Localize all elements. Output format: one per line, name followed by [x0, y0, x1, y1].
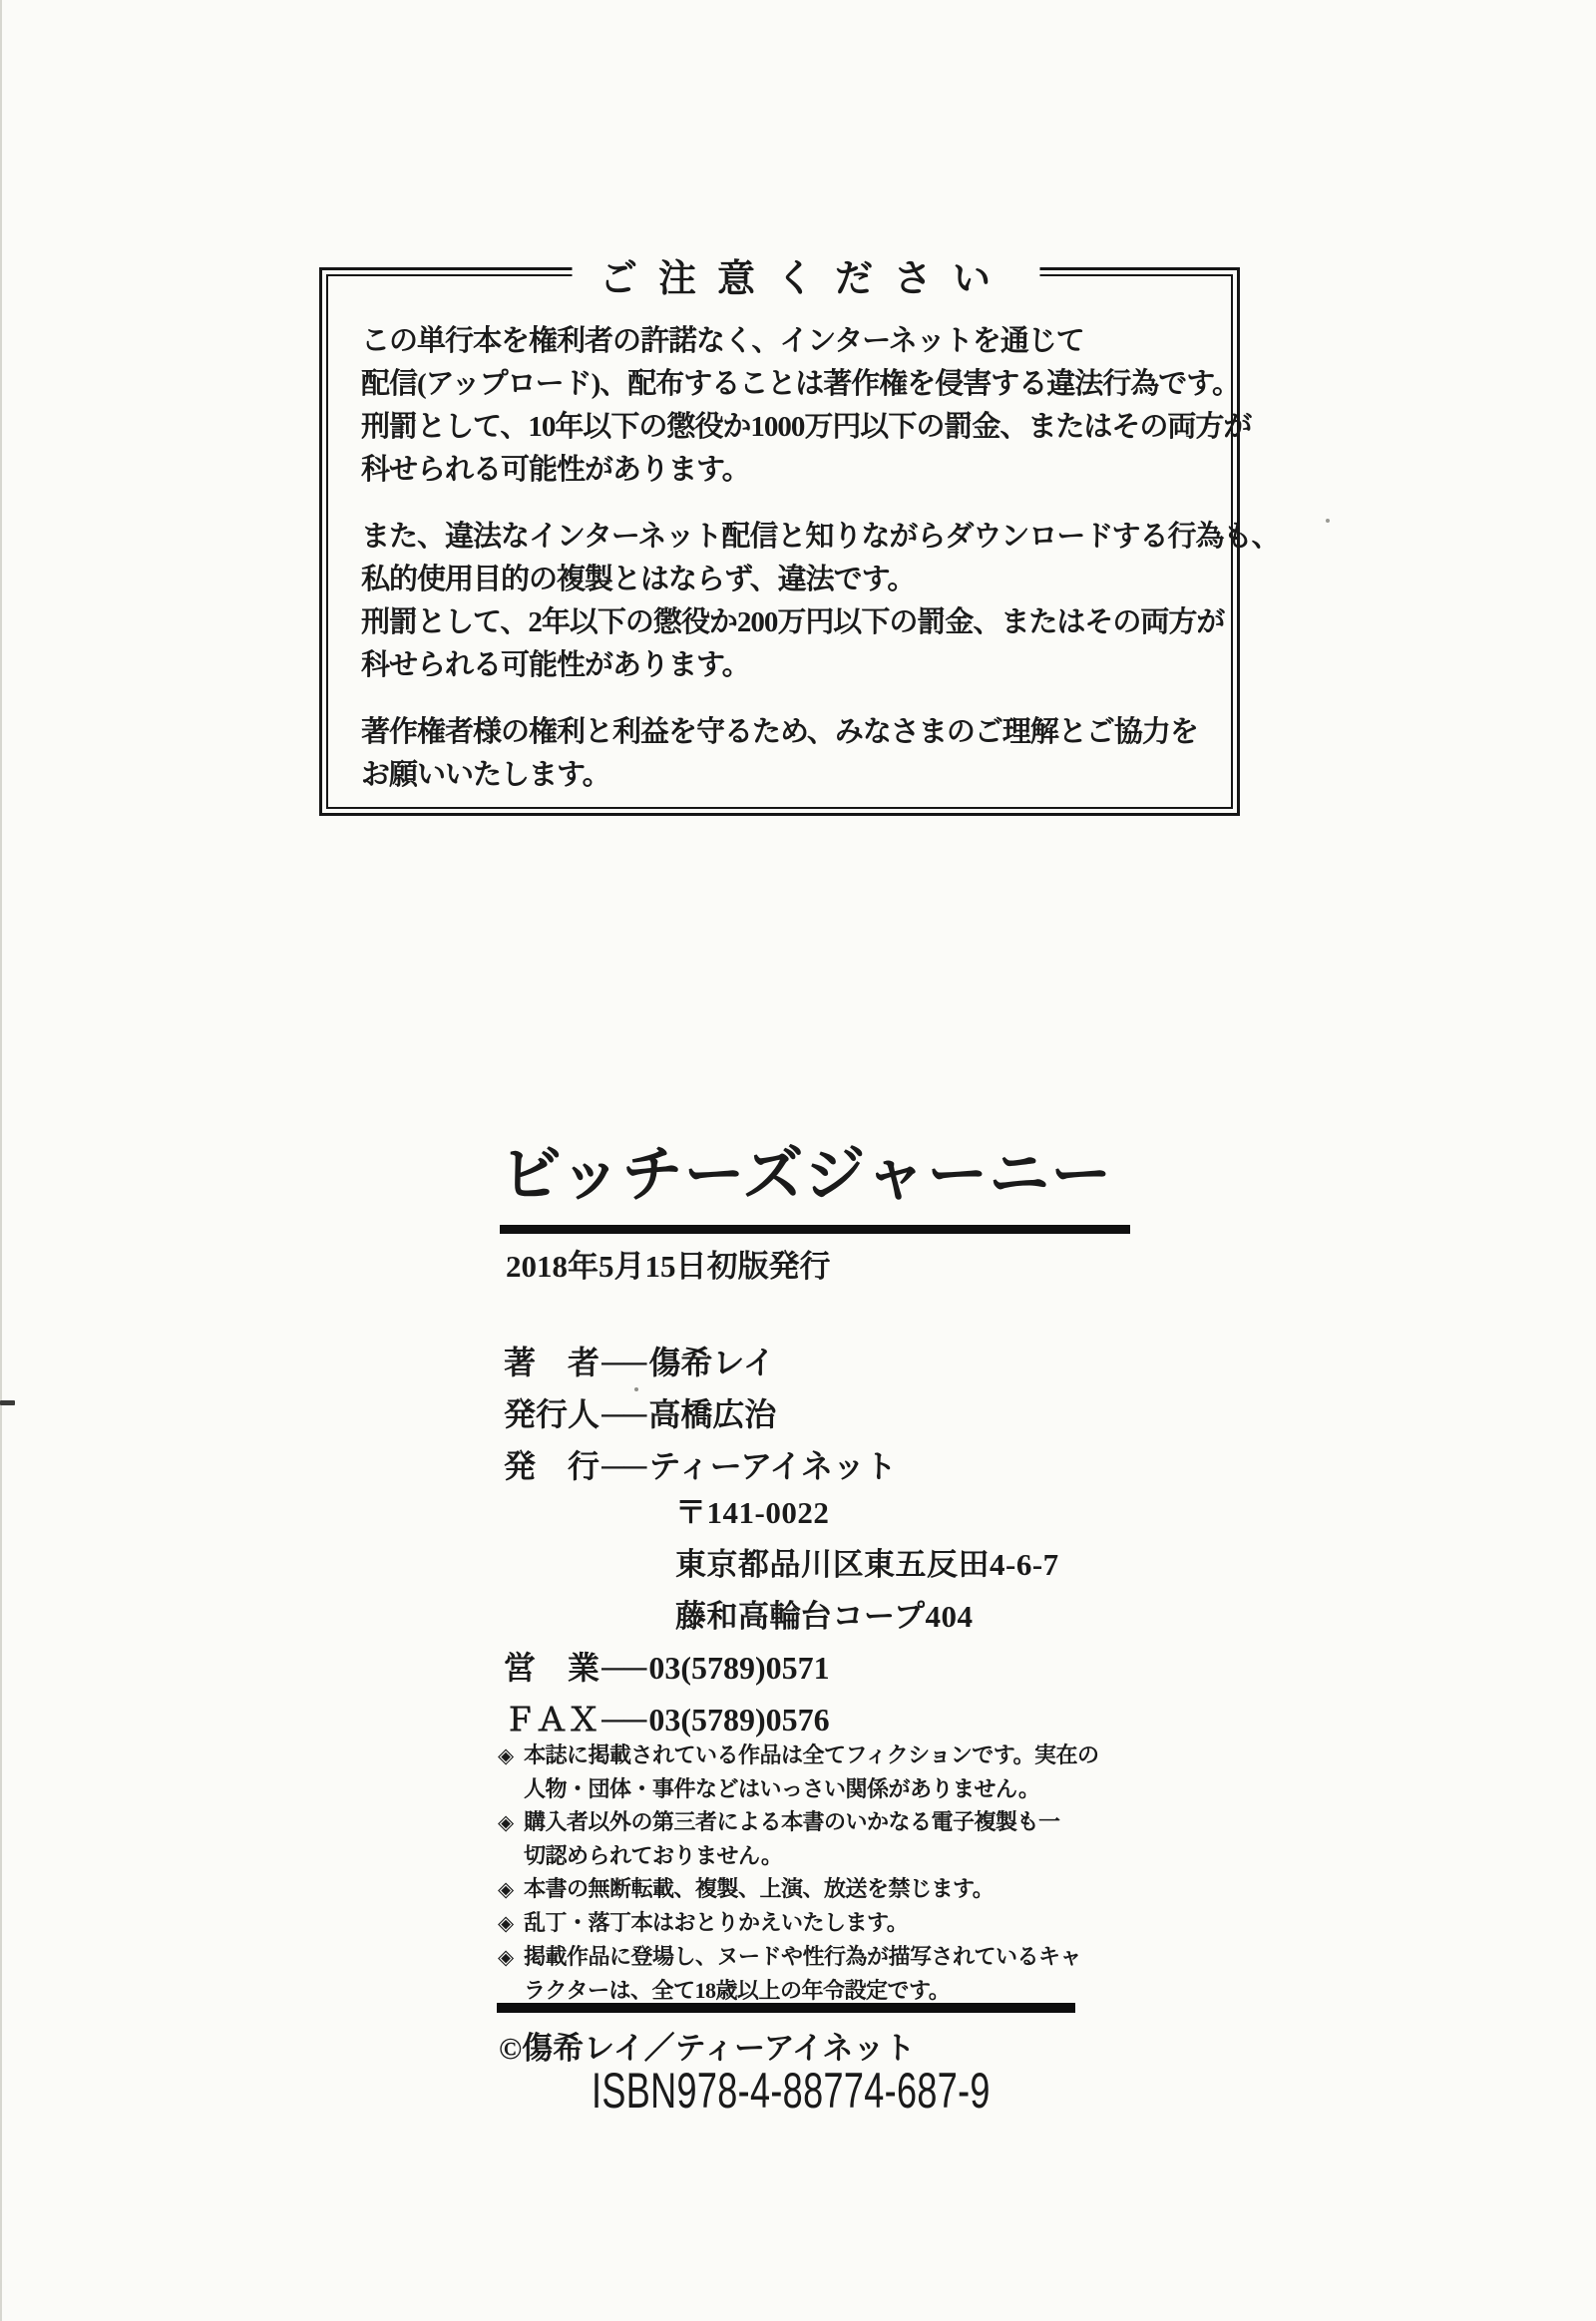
title-divider-rule — [500, 1225, 1130, 1234]
diamond-bullet-icon: ◈ — [498, 1911, 514, 1935]
warning-paragraph-upload: この単行本を権利者の許諾なく、インターネットを通じて 配信(アップロード)、配布することは著作権を侵害する違法行為です。 刑罰として、10年以下の懲役か1000万円以下の罰金、またはその両方が 科せられる可能性があります。 — [361, 325, 1252, 486]
scan-dash-artifact — [0, 1400, 15, 1405]
scan-speck — [1326, 519, 1330, 523]
credit-separator: ── — [601, 1448, 647, 1484]
credit-value: 高橋広治 — [648, 1396, 777, 1432]
edition-date: 2018年5月15日初版発行 — [506, 1249, 831, 1284]
warning-paragraph-request: 著作権者様の権利と利益を守るため、みなさまのご理解とご協力を お願いいたします。 — [361, 716, 1198, 791]
credit-row-publisher — [504, 1441, 897, 1487]
credit-label: 発行人 — [504, 1396, 600, 1432]
contact-separator: ── — [601, 1650, 647, 1686]
diamond-bullet-icon: ◈ — [498, 1945, 514, 1969]
diamond-bullet-icon: ◈ — [498, 1877, 514, 1901]
fax-number: 03(5789)0576 — [648, 1702, 830, 1738]
credit-separator: ── — [601, 1345, 647, 1380]
credit-label: 著 者 — [504, 1345, 600, 1380]
copyright-line: ©傷希レイ／ティーアイネット — [499, 2031, 916, 2066]
warning-paragraph-download: また、違法なインターネット配信と知りながらダウンロードする行為も、 私的使用目的の複製とはならず、違法です。 刑罰として、2年以下の懲役か200万円以下の罰金、またはその両方が 科せられる可能性があります。 — [361, 521, 1280, 681]
note-line: ◈ 掲載作品に登場し、ヌードや性行為が描写されているキャ — [498, 1940, 1116, 1974]
note-line: ラクターは、全て18歳以上の年令設定です。 — [524, 1978, 951, 2003]
contact-row-fax — [504, 1695, 830, 1741]
note-line: ◈ 本書の無断転載、複製、上演、放送を禁じます。 — [498, 1872, 1116, 1906]
contact-row-sales — [504, 1643, 830, 1689]
contact-label: 営 業 — [504, 1650, 600, 1686]
note-line: ◈ 本誌に掲載されている作品は全てフィクションです。実在の — [498, 1739, 1116, 1772]
bottom-divider-rule — [497, 2003, 1075, 2013]
credit-row-author — [504, 1338, 775, 1383]
address-line: 東京都品川区東五反田4-6-7 — [675, 1547, 1059, 1582]
note-line: ◈ 乱丁・落丁本はおとりかえいたします。 — [498, 1906, 1116, 1940]
publisher-address — [675, 1487, 1059, 1643]
credit-value: 傷希レイ — [648, 1345, 775, 1380]
colophon-block — [498, 1134, 1202, 2131]
credit-row-publisher-person — [504, 1389, 776, 1435]
colophon-notes — [498, 1739, 1116, 2007]
note-line: 切認められておりません。 — [524, 1843, 783, 1868]
note-line: 人物・団体・事件などはいっさい関係がありません。 — [524, 1776, 1040, 1801]
diamond-bullet-icon: ◈ — [498, 1810, 514, 1834]
sales-phone-number: 03(5789)0571 — [648, 1650, 830, 1686]
isbn-number: ISBN978-4-88774-687-9 — [592, 2063, 991, 2119]
scan-edge-artifact — [0, 0, 2, 2321]
warning-box-body — [361, 320, 1280, 797]
note-line: ◈ 購入者以外の第三者による本書のいかなる電子複製も一 — [498, 1805, 1116, 1839]
contact-label: ＦＡＸ — [504, 1702, 600, 1738]
warning-box-title: ご注意ください — [572, 253, 1039, 305]
credit-value: ティーアイネット — [648, 1448, 897, 1484]
contact-separator: ── — [601, 1702, 647, 1738]
credit-label: 発 行 — [504, 1448, 600, 1484]
diamond-bullet-icon: ◈ — [498, 1743, 514, 1767]
copyright-warning-box — [319, 258, 1280, 816]
postal-code: 〒141-0022 — [675, 1495, 830, 1530]
book-title: ビッチーズジャーニー — [501, 1142, 1113, 1209]
address-line: 藤和高輪台コープ404 — [675, 1599, 974, 1634]
credit-separator: ── — [601, 1396, 647, 1432]
